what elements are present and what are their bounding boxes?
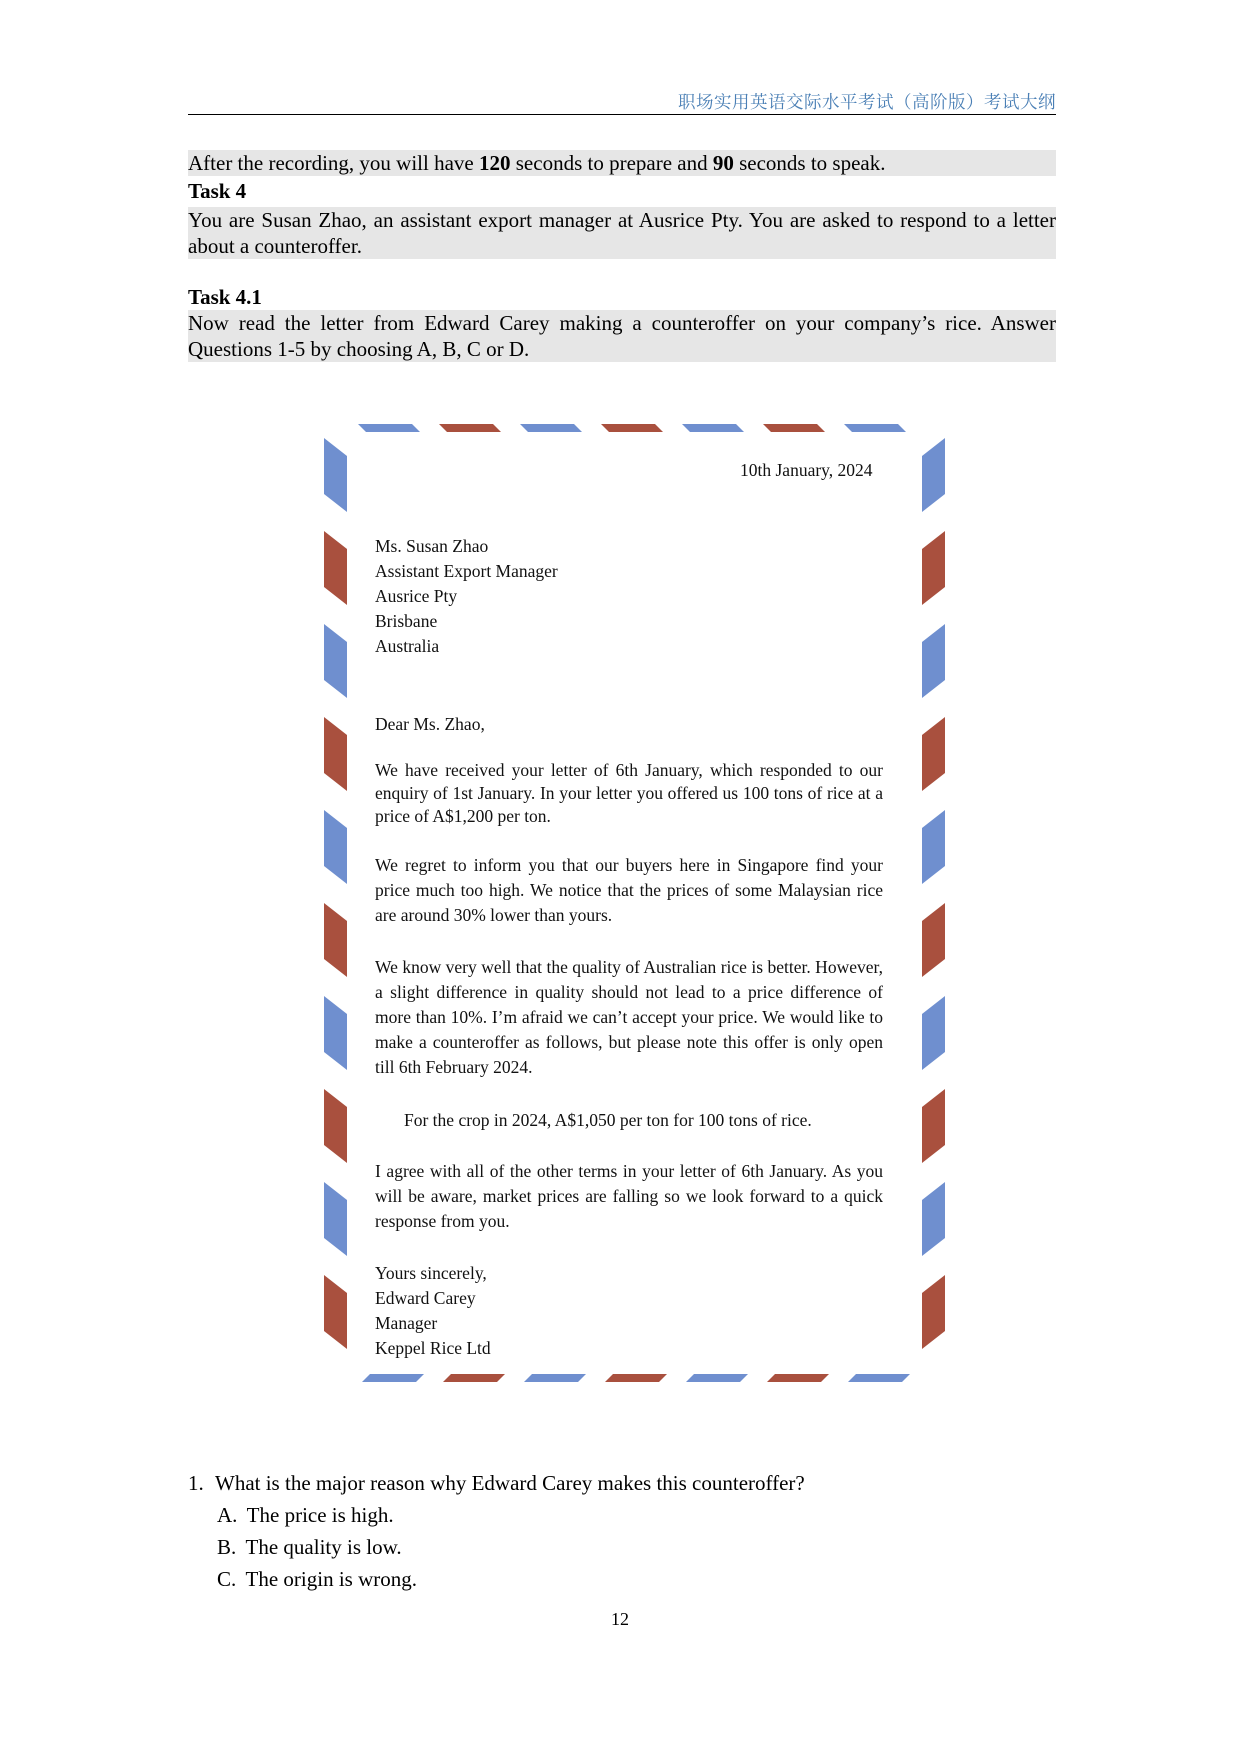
recipient-line: Ausrice Pty xyxy=(375,586,458,606)
prep-seconds: 120 xyxy=(479,151,511,175)
airmail-stripe xyxy=(520,424,582,432)
page-header xyxy=(188,86,1056,115)
closing-line: Keppel Rice Ltd xyxy=(375,1338,491,1358)
letter-salutation: Dear Ms. Zhao, xyxy=(375,714,485,734)
airmail-stripe xyxy=(601,424,663,432)
airmail-stripe xyxy=(439,424,501,432)
recipient-line: Assistant Export Manager xyxy=(375,561,558,581)
airmail-stripe xyxy=(324,1275,347,1349)
intro-line xyxy=(188,150,1056,176)
closing-line: Manager xyxy=(375,1313,438,1333)
airmail-stripe xyxy=(922,531,945,605)
option-text: The price is high. xyxy=(246,1503,394,1527)
letter-paragraph-3: We know very well that the quality of Australian rice is better. However, a slight difference in quality should not lead to a price difference of more than 10%. I’m afraid we can’t accept your price. We would like to make a counteroffer as follows, but please note this offer is only open till 6th February 2024. xyxy=(375,957,883,1077)
closing-line: Edward Carey xyxy=(375,1288,476,1308)
letter-offer-line: For the crop in 2024, A$1,050 per ton for 100 tons of rice. xyxy=(404,1110,812,1130)
airmail-stripe xyxy=(922,624,945,698)
page-number: 12 xyxy=(611,1609,629,1629)
task4-text: You are Susan Zhao, an assistant export manager at Ausrice Pty. You are asked to respond to a letter about a counteroffer. xyxy=(188,208,1056,258)
recipient-line: Ms. Susan Zhao xyxy=(375,536,489,556)
airmail-stripe xyxy=(324,996,347,1070)
letter-paragraph-1: We have received your letter of 6th January, which responded to our enquiry of 1st January. In your letter you offered us 100 tons of rice at a price of A$1,200 per ton. xyxy=(375,760,883,826)
intro-mid: seconds to prepare and xyxy=(510,151,713,175)
letter-closing xyxy=(375,1261,491,1361)
task41-title: Task 4.1 xyxy=(188,285,262,309)
airmail-stripe xyxy=(358,424,420,432)
speak-seconds: 90 xyxy=(712,151,734,175)
airmail-stripe xyxy=(324,624,347,698)
recipient-line: Australia xyxy=(375,636,440,656)
airmail-stripe xyxy=(362,1374,424,1382)
airmail-stripe xyxy=(324,438,347,512)
airmail-stripe xyxy=(922,1275,945,1349)
letter-date: 10th January, 2024 xyxy=(740,460,873,480)
airmail-stripe xyxy=(922,996,945,1070)
intro-prefix: After the recording, you will have xyxy=(188,151,479,175)
airmail-stripe xyxy=(324,810,347,884)
airmail-stripe xyxy=(682,424,744,432)
recipient-line: Brisbane xyxy=(375,611,438,631)
airmail-stripe xyxy=(443,1374,505,1382)
airmail-stripe xyxy=(686,1374,748,1382)
airmail-stripe xyxy=(324,1089,347,1163)
question-number: 1. xyxy=(188,1471,204,1495)
intro-suffix: seconds to speak. xyxy=(733,151,886,175)
airmail-stripe xyxy=(844,424,906,432)
airmail-stripe xyxy=(922,717,945,791)
letter-paragraph-2: We regret to inform you that our buyers here in Singapore find your price much too high. We notice that the prices of some Malaysian rice are around 30% lower than yours. xyxy=(375,855,883,925)
airmail-stripe xyxy=(763,424,825,432)
airmail-stripe xyxy=(324,1182,347,1256)
task4-title: Task 4 xyxy=(188,179,247,203)
option-c[interactable] xyxy=(217,1563,417,1595)
airmail-stripe xyxy=(324,717,347,791)
airmail-stripe xyxy=(767,1374,829,1382)
airmail-stripe xyxy=(324,531,347,605)
letter-paragraph-5: I agree with all of the other terms in your letter of 6th January. As you will be aware, market prices are falling so we look forward to a quick response from you. xyxy=(375,1161,883,1231)
option-a[interactable] xyxy=(217,1499,394,1531)
option-label: A. xyxy=(217,1503,238,1527)
airmail-stripe xyxy=(922,1089,945,1163)
task41-text: Now read the letter from Edward Carey making a counteroffer on your company’s rice. Answer Questions 1-5 by choosing A, B, C or D. xyxy=(188,311,1056,361)
airmail-stripe xyxy=(524,1374,586,1382)
option-b[interactable] xyxy=(217,1531,402,1563)
option-text: The origin is wrong. xyxy=(245,1567,417,1591)
airmail-stripe xyxy=(922,903,945,977)
airmail-stripe xyxy=(848,1374,910,1382)
airmail-stripe xyxy=(922,1182,945,1256)
question-text: What is the major reason why Edward Carey makes this counteroffer? xyxy=(215,1471,805,1495)
option-label: C. xyxy=(217,1567,237,1591)
airmail-stripe xyxy=(922,438,945,512)
airmail-stripe xyxy=(605,1374,667,1382)
option-label: B. xyxy=(217,1535,237,1559)
header-title: 职场实用英语交际水平考试（高阶版）考试大纲 xyxy=(678,93,1056,113)
closing-line: Yours sincerely, xyxy=(375,1263,487,1283)
question-1 xyxy=(188,1467,805,1499)
letter-recipient xyxy=(375,534,558,659)
airmail-stripe xyxy=(324,903,347,977)
option-text: The quality is low. xyxy=(245,1535,402,1559)
airmail-stripe xyxy=(922,810,945,884)
